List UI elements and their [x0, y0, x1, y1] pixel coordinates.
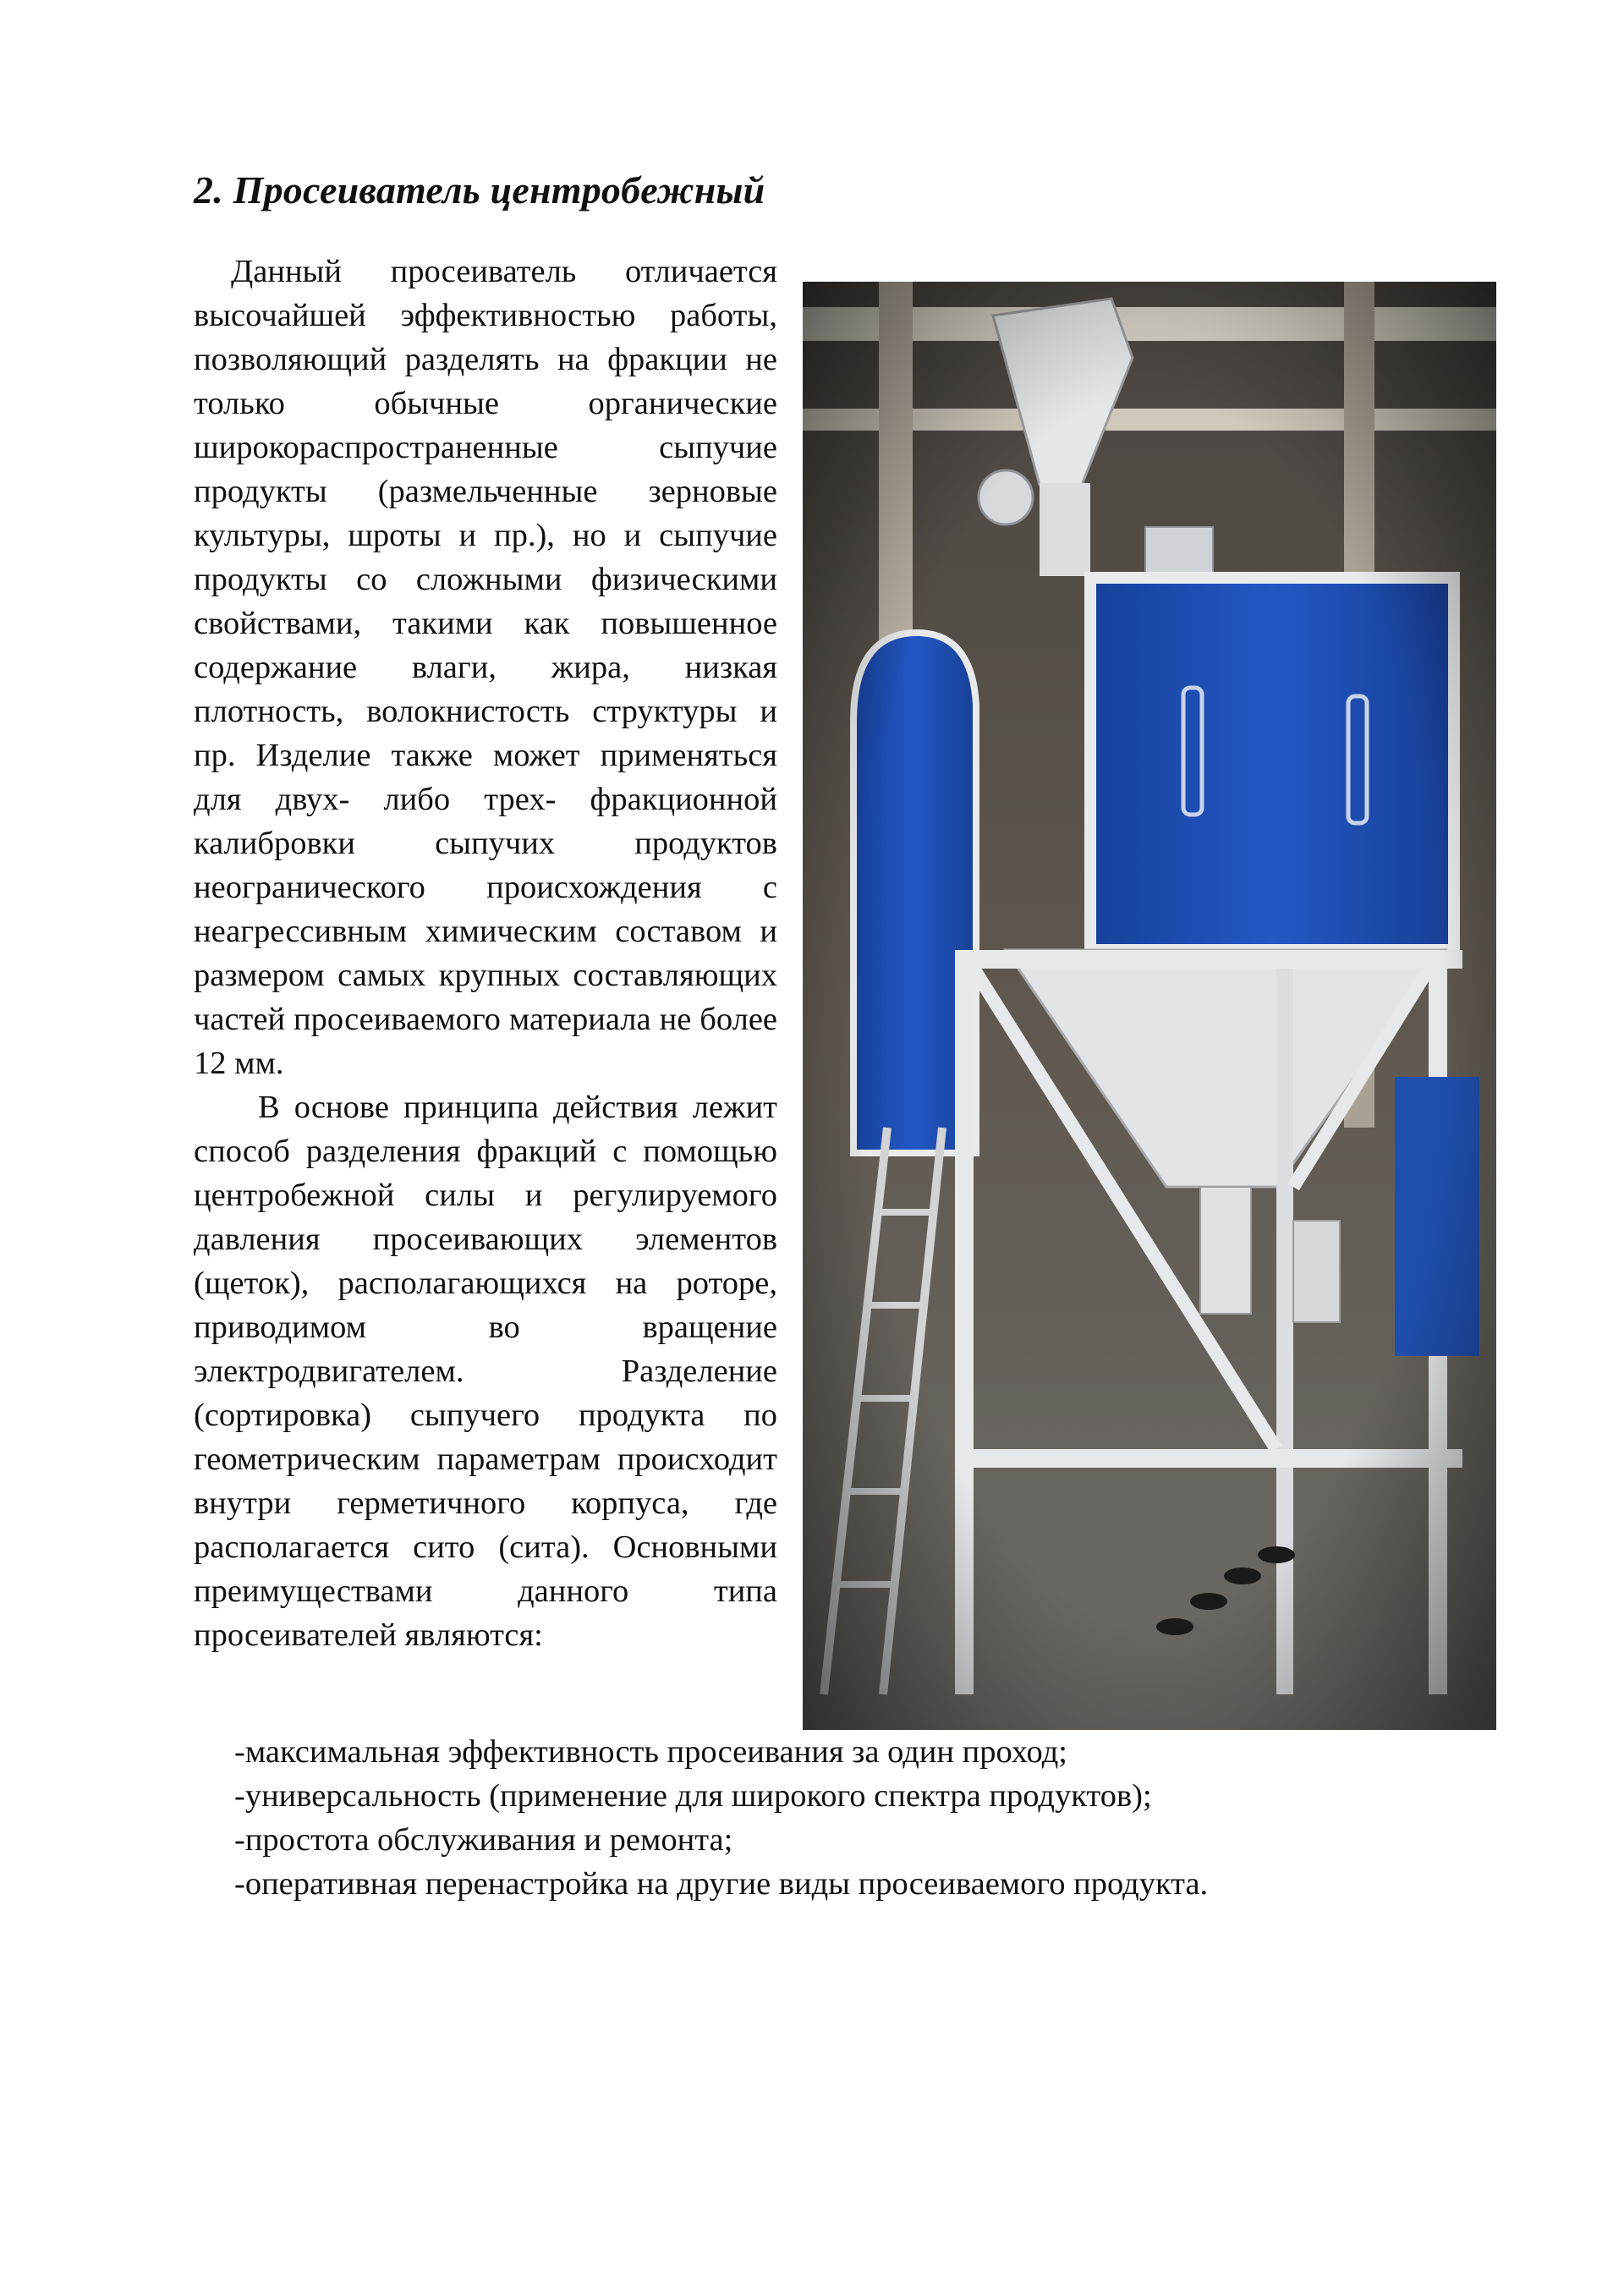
- sifter-photo: [803, 282, 1496, 1730]
- advantages-list: [234, 1730, 1496, 1906]
- intro-paragraph: Данный просеиватель отличается высочайшей эффективностью работы, позволяющий разделять на фракции не только обычные органические широкораспространенные сыпучие продукты (размельченные зерновые культуры, шроты и пр.), но и сыпучие продукты со сложными физическими свойствами, такими как повышенное содержание влаги, жира, низкая плотность, волокнистость структуры и пр. Изделие также может применяться для двух- либо трех- фракционной калибровки сыпучих продуктов неограничеcкого происхождения с неагрессивным химическим составом и размером самых крупных составляющих частей просеиваемого материала не более 12 мм.: [194, 254, 777, 1081]
- principle-paragraph: В основе принципа действия лежит способ разделения фракций с помощью центробежной силы и регулируемого давления просеивающих элементов (щеток), располагающихся на роторе, приводимом во вращение электродвигателем. Разделение (сортировка) сыпучего продукта по геометрическим параметрам происходит внутри герметичного корпуса, где располагается сито (сита). Основными преимуществами данного типа просеивателей являются:: [194, 1090, 777, 1653]
- section-title: 2. Просеиватель центробежный: [194, 168, 765, 211]
- body-text: [194, 250, 1496, 1906]
- list-item: -оперативная перенастройка на другие виды просеиваемого продукта.: [234, 1866, 1209, 1902]
- list-item: -максимальная эффективность просеивания за один проход;: [234, 1734, 1067, 1770]
- list-item: -простота обслуживания и ремонта;: [234, 1822, 733, 1858]
- list-item: -универсальность (применение для широкого спектра продуктов);: [234, 1778, 1152, 1814]
- centrifugal-sifter-photo-icon: [803, 282, 1496, 1730]
